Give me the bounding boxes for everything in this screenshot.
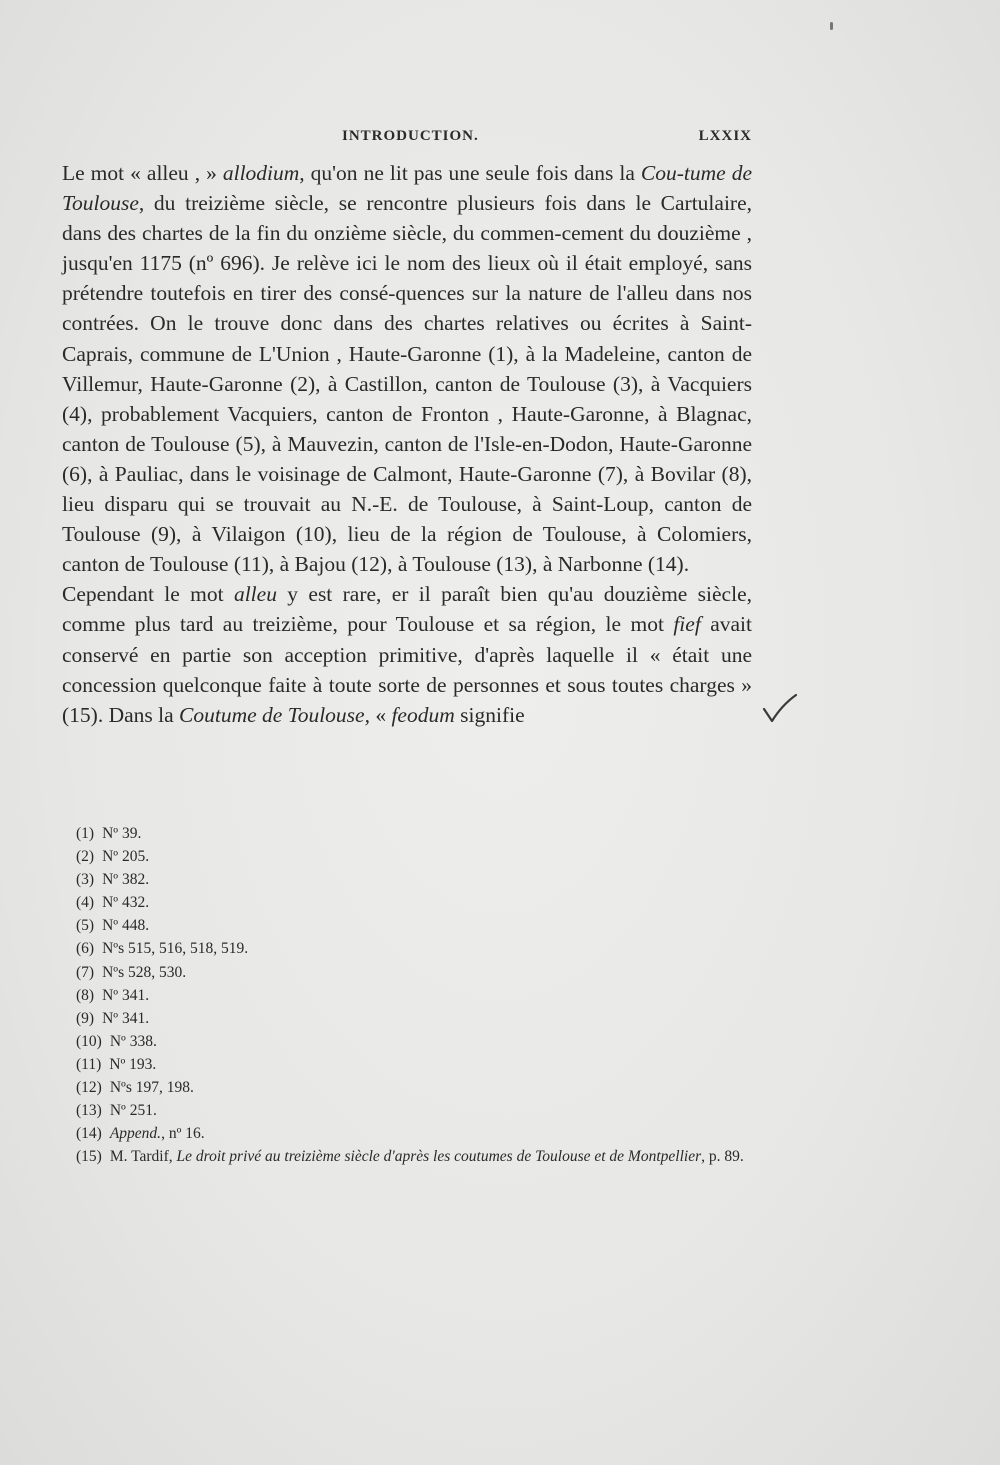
footnote-number: (15)	[76, 1148, 102, 1166]
footnote	[76, 868, 766, 891]
text-segment: Cou-tume de Toulouse	[62, 161, 753, 216]
footnote	[76, 891, 766, 914]
footnote-number: (1)	[76, 825, 95, 842]
ink-speck	[830, 22, 833, 30]
running-title: INTRODUCTION.	[342, 128, 479, 144]
text-segment: alleu	[233, 582, 277, 607]
footnote-number: (8)	[76, 986, 95, 1004]
text-segment: allodium	[222, 161, 300, 185]
footnote-text: Nº 341.	[102, 1009, 150, 1027]
footnote-text: , nº 16.	[161, 1125, 205, 1143]
footnote-number: (12)	[76, 1079, 102, 1097]
footnote-number: (4)	[76, 894, 95, 912]
footnote-text: Nºs 528, 530.	[102, 963, 187, 981]
footnote	[76, 914, 766, 937]
footnotes	[76, 822, 766, 1168]
check-mark-icon	[762, 693, 798, 727]
footnote-text: Nº 39.	[102, 825, 142, 842]
footnote	[76, 1099, 766, 1122]
footnote-number: (3)	[76, 871, 95, 889]
footnote	[76, 937, 766, 960]
text-segment: feodum	[391, 702, 455, 727]
paragraph-2	[62, 579, 752, 729]
footnote-number: (11)	[76, 1055, 102, 1073]
footnote-text: Nºs 515, 516, 518, 519.	[102, 940, 249, 958]
text-segment: signifie	[454, 702, 525, 727]
footnote-number: (14)	[76, 1125, 102, 1143]
running-head	[62, 126, 752, 154]
footnote-text: Nº 338.	[109, 1032, 157, 1050]
footnote-text: Append.	[109, 1125, 162, 1143]
footnote-text: Nº 341.	[102, 986, 150, 1004]
text-segment: avait conservé en partie son acception primitive, d'après laquelle il « était une concession quelconque faite à toute sorte de personnes et sous toutes charges » (15). Dans la	[62, 612, 752, 727]
text-segment: «	[369, 702, 392, 727]
footnote	[76, 1007, 766, 1030]
footnote-text: Nº 251.	[109, 1102, 157, 1120]
footnote-number: (5)	[76, 917, 95, 935]
footnote-text: , p. 89.	[701, 1148, 744, 1166]
footnote-text: Nº 448.	[102, 917, 150, 935]
footnote-text: M. Tardif,	[109, 1148, 177, 1166]
footnote-text: Nº 193.	[109, 1055, 157, 1073]
footnote-number: (9)	[76, 1009, 95, 1027]
footnote-number: (13)	[76, 1102, 102, 1120]
text-segment: Cependant le mot	[62, 582, 234, 607]
footnote	[76, 984, 766, 1007]
footnote-text: Nº 432.	[102, 894, 150, 912]
footnote-number: (2)	[76, 848, 95, 866]
footnote	[76, 1145, 766, 1168]
footnote	[76, 822, 766, 845]
footnote-text: Le droit privé au treizième siècle d'après les coutumes de Toulouse et de Montpellier	[176, 1148, 702, 1166]
footnote	[76, 1030, 766, 1053]
text-segment: Le mot « alleu , »	[62, 161, 223, 185]
footnote-number: (6)	[76, 940, 95, 958]
body-text	[62, 158, 752, 730]
page-number: LXXIX	[698, 128, 752, 144]
footnote	[76, 1076, 766, 1099]
footnote-number: (10)	[76, 1032, 102, 1050]
text-segment: fief	[673, 612, 701, 637]
footnote-text: Nº 382.	[102, 871, 150, 889]
paragraph-1	[62, 158, 752, 579]
footnote-text: Nºs 197, 198.	[109, 1079, 194, 1097]
text-segment: , du treizième siècle, se rencontre plusieurs fois dans le Cartulaire, dans des chartes de la fin du onzième siècle, du commen-cement du douzième , jusqu'en 1175 (nº 696). Je relève ici le nom des lieux où il était employé, sans prétendre toutefois en tirer des consé-quences sur la nature de l'alleu dans nos contrées. On le trouve donc dans des chartes relatives ou écrites à Saint-Caprais, commune de L'Union , Haute-Garonne (1), à la Madeleine, canton de Villemur, Haute-Garonne (2), à Castillon, canton de Toulouse (3), à Vacquiers (4), probablement Vacquiers, canton de Fronton , Haute-Garonne, à Blagnac, canton de Toulouse (5), à Mauvezin, canton de l'Isle-en-Dodon, Haute-Garonne (6), à Pauliac, dans le voisinage de Calmont, Haute-Garonne (7), à Bovilar (8), lieu disparu qui se trouvait au N.-E. de Toulouse, à Saint-Loup, canton de Toulouse (9), à Vilaigon (10), lieu de la région de Toulouse, à Colomiers, canton de Toulouse (11), à Bajou (12), à Toulouse (13), à Narbonne (14).	[62, 191, 752, 577]
footnote-number: (7)	[76, 963, 95, 981]
text-segment: , qu'on ne lit pas une seule fois dans la	[299, 161, 641, 185]
text-segment: y est rare, er il paraît bien qu'au douzième siècle, comme plus tard au treizième, pour Toulouse et sa région, le mot	[62, 582, 752, 637]
footnote	[76, 1053, 766, 1076]
footnote	[76, 1122, 766, 1145]
footnote	[76, 845, 766, 868]
text-segment: Coutume de Toulouse,	[179, 702, 370, 727]
footnote	[76, 961, 766, 984]
footnote-text: Nº 205.	[102, 848, 150, 866]
